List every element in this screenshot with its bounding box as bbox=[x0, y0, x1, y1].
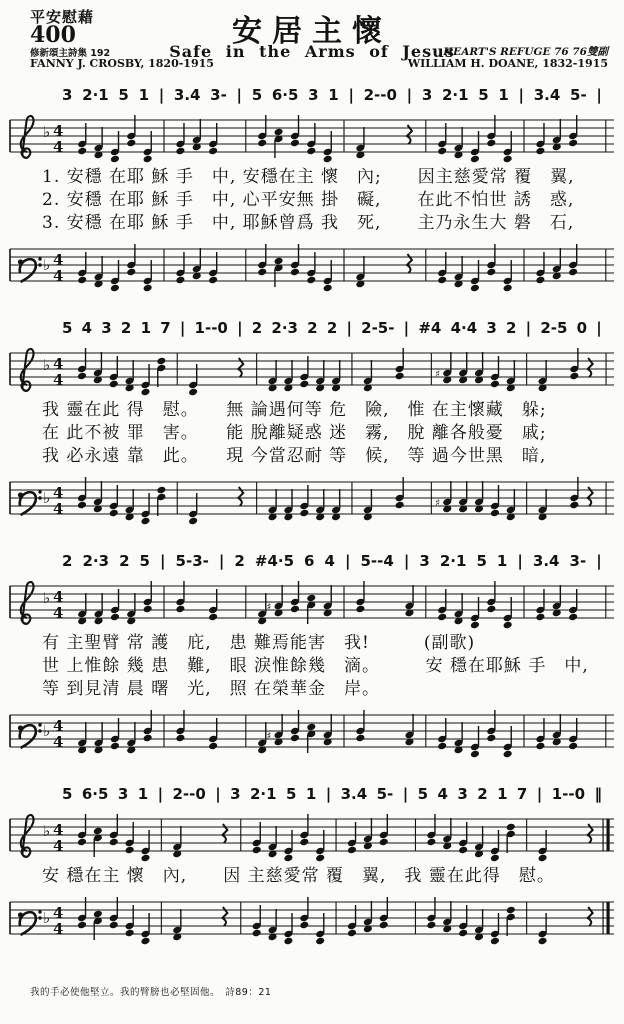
svg-text:4: 4 bbox=[53, 920, 64, 938]
jianpu-token: 5- bbox=[570, 86, 587, 104]
svg-text:♯: ♯ bbox=[435, 498, 441, 509]
jianpu-token: 6 bbox=[304, 552, 315, 570]
jianpu-token: 5 bbox=[251, 86, 263, 104]
svg-text:♯: ♯ bbox=[266, 731, 272, 742]
jianpu-token: 7 bbox=[516, 785, 528, 803]
tune-name-meter: HEART'S REFUGE 76 76雙副 bbox=[443, 46, 608, 58]
jianpu-token: 3.4 bbox=[533, 86, 561, 104]
lyrics-line: 在 此不被 罪 害。 能 脫離疑惑 迷 霧, 脫 離各般憂 戚; bbox=[42, 423, 547, 443]
jianpu-token: 2·1 bbox=[441, 86, 469, 104]
jianpu-barline: | bbox=[160, 552, 166, 570]
jianpu-token: 3 bbox=[308, 86, 319, 104]
jianpu-token: #4 bbox=[418, 319, 442, 337]
jianpu-token: 1--0 bbox=[194, 319, 228, 337]
jianpu-token: 2·1 bbox=[250, 785, 277, 803]
jianpu-token: 1 bbox=[498, 86, 509, 104]
jianpu-token: 5 bbox=[476, 552, 487, 570]
jianpu-token: 5- bbox=[376, 785, 394, 803]
lyrics-line: 3. 安穩 在耶 穌 手 中, 耶穌曾爲 我 死, 主乃永生大 磐 石, bbox=[42, 213, 575, 233]
bass-staff bbox=[8, 701, 616, 761]
source-reference: 修新頌主詩集 192 bbox=[30, 48, 111, 59]
jianpu-token: 4 bbox=[437, 785, 448, 803]
jianpu-token: 3 bbox=[419, 552, 430, 570]
jianpu-barline: | bbox=[215, 785, 221, 803]
lyrics-block bbox=[8, 166, 616, 235]
jianpu-token: 2 bbox=[307, 319, 318, 337]
jianpu-line bbox=[8, 785, 616, 805]
hymn-title: 安居主懷 bbox=[232, 14, 392, 49]
jianpu-token: 3 bbox=[117, 785, 129, 803]
jianpu-barline: | bbox=[596, 319, 602, 337]
lyrics-line: 我 靈在此 得 慰。 無 論遇何等 危 險, 惟 在主懷藏 躲; bbox=[42, 400, 547, 420]
treble-staff bbox=[8, 572, 616, 632]
jianpu-token: 1 bbox=[497, 785, 508, 803]
jianpu-barline: | bbox=[596, 86, 602, 104]
jianpu-token: 3 bbox=[230, 785, 241, 803]
jianpu-token: 3- bbox=[210, 86, 227, 104]
jianpu-barline: | bbox=[157, 785, 164, 803]
system-4 bbox=[8, 785, 616, 948]
jianpu-line bbox=[8, 319, 616, 339]
svg-text:4: 4 bbox=[53, 604, 64, 622]
svg-text:♭: ♭ bbox=[43, 822, 51, 840]
svg-text:♭: ♭ bbox=[43, 256, 51, 274]
jianpu-token: 2·3 bbox=[271, 319, 298, 337]
svg-text:4: 4 bbox=[53, 717, 64, 735]
jianpu-barline: | bbox=[158, 86, 165, 104]
jianpu-barline: | bbox=[406, 86, 413, 104]
treble-staff bbox=[8, 106, 616, 166]
jianpu-barline: | bbox=[403, 319, 410, 337]
jianpu-token: 3.4 bbox=[532, 552, 560, 570]
lyrics-line: 1. 安穩 在耶 穌 手 中, 安穩在主 懷 內; 因主慈愛常 覆 翼, bbox=[42, 167, 575, 187]
svg-text:4: 4 bbox=[53, 588, 64, 606]
jianpu-token: 2--0 bbox=[363, 86, 397, 104]
jianpu-token: 2·3 bbox=[82, 552, 110, 570]
svg-text:♯: ♯ bbox=[266, 602, 272, 613]
jianpu-barline: | bbox=[348, 86, 354, 104]
jianpu-barline: | bbox=[236, 86, 243, 104]
jianpu-barline: | bbox=[346, 319, 352, 337]
jianpu-barline: | bbox=[536, 785, 543, 803]
jianpu-token: 1 bbox=[140, 319, 151, 337]
lyrics-block bbox=[8, 399, 616, 468]
svg-text:4: 4 bbox=[53, 837, 64, 855]
jianpu-token: 1 bbox=[328, 86, 339, 104]
jianpu-token: 5 bbox=[286, 785, 297, 803]
svg-text:4: 4 bbox=[53, 122, 64, 140]
jianpu-token: 1 bbox=[305, 785, 317, 803]
jianpu-barline: | bbox=[344, 552, 351, 570]
jianpu-token: #4·5 bbox=[254, 552, 295, 570]
jianpu-token: 3 bbox=[101, 319, 112, 337]
jianpu-token: 5 bbox=[62, 785, 73, 803]
jianpu-barline: | bbox=[325, 785, 332, 803]
jianpu-line bbox=[8, 86, 616, 106]
jianpu-token: 5 bbox=[417, 785, 429, 803]
category-label: 平安慰藉 bbox=[30, 8, 95, 26]
jianpu-token: 1 bbox=[137, 785, 149, 803]
svg-text:4: 4 bbox=[53, 138, 64, 156]
jianpu-barline: | bbox=[402, 785, 409, 803]
jianpu-token: 2--0 bbox=[172, 785, 206, 803]
jianpu-token: 3.4 bbox=[173, 86, 201, 104]
jianpu-barline: | bbox=[179, 319, 186, 337]
treble-staff bbox=[8, 805, 616, 865]
bass-staff bbox=[8, 235, 616, 295]
jianpu-token: 2 bbox=[477, 785, 488, 803]
jianpu-token: 3 bbox=[62, 86, 73, 104]
composer-credit: WILLIAM H. DOANE, 1832-1915 bbox=[407, 57, 608, 70]
svg-text:4: 4 bbox=[53, 484, 64, 502]
jianpu-token: 3 bbox=[486, 319, 497, 337]
jianpu-token: 4·4 bbox=[450, 319, 478, 337]
jianpu-line bbox=[8, 552, 616, 572]
jianpu-token: 2-5 bbox=[540, 319, 568, 337]
jianpu-token: 3- bbox=[569, 552, 587, 570]
jianpu-token: 0 bbox=[576, 319, 588, 337]
svg-text:♭: ♭ bbox=[43, 356, 51, 374]
jianpu-token: 3 bbox=[421, 86, 433, 104]
jianpu-token: 1 bbox=[496, 552, 508, 570]
bass-staff bbox=[8, 468, 616, 528]
jianpu-token: 5--4 bbox=[360, 552, 394, 570]
jianpu-barline: | bbox=[403, 552, 410, 570]
jianpu-token: 2 bbox=[119, 552, 130, 570]
jianpu-token: 2·1 bbox=[439, 552, 467, 570]
lyrics-line: 等 到見清 晨 曙 光, 照 在榮華金 岸。 bbox=[42, 679, 381, 699]
system-3 bbox=[8, 552, 616, 761]
svg-text:♭: ♭ bbox=[43, 123, 51, 141]
jianpu-token: 2 bbox=[62, 552, 73, 570]
jianpu-token: 5 bbox=[118, 86, 129, 104]
hymn-subtitle-en: Safe in the Arms of Jesus bbox=[169, 42, 455, 61]
svg-text:4: 4 bbox=[53, 267, 64, 285]
jianpu-barline: | bbox=[525, 319, 532, 337]
jianpu-barline: ‖ bbox=[594, 785, 602, 803]
jianpu-barline: | bbox=[518, 86, 525, 104]
music-systems bbox=[0, 86, 624, 948]
jianpu-token: 5 bbox=[139, 552, 150, 570]
jianpu-token: 2 bbox=[506, 319, 517, 337]
treble-staff bbox=[8, 339, 616, 399]
svg-text:♭: ♭ bbox=[43, 589, 51, 607]
jianpu-barline: | bbox=[596, 552, 602, 570]
jianpu-barline: | bbox=[517, 552, 523, 570]
scripture-footer: 我的手必使他堅立。我的臂膀也必堅固他。 詩89：21 bbox=[30, 987, 272, 998]
svg-text:4: 4 bbox=[53, 733, 64, 751]
jianpu-token: 2 bbox=[326, 319, 338, 337]
jianpu-token: 4 bbox=[81, 319, 93, 337]
jianpu-token: 1 bbox=[138, 86, 149, 104]
svg-text:4: 4 bbox=[53, 821, 64, 839]
lyrics-line: 我 必永遠 靠 此。 現 今當忍耐 等 候, 等 過今世黑 暗, bbox=[42, 446, 547, 466]
jianpu-token: 2·1 bbox=[82, 86, 109, 104]
jianpu-token: 3.4 bbox=[340, 785, 368, 803]
jianpu-token: 5-3- bbox=[175, 552, 209, 570]
hymn-number: 400 bbox=[30, 22, 76, 48]
svg-text:4: 4 bbox=[53, 355, 64, 373]
svg-text:♭: ♭ bbox=[43, 909, 51, 927]
page-header bbox=[0, 0, 624, 86]
lyrics-line: 有 主聖臂 常 護 庇, 患 難焉能害 我! (副歌) bbox=[42, 633, 476, 653]
jianpu-token: 6·5 bbox=[81, 785, 109, 803]
lyrics-block bbox=[8, 865, 616, 888]
jianpu-barline: | bbox=[218, 552, 225, 570]
lyrics-line: 2. 安穩 在耶 穌 手 中, 心平安無 掛 礙, 在此不怕世 誘 惑, bbox=[42, 190, 575, 210]
jianpu-token: 2 bbox=[120, 319, 132, 337]
svg-text:4: 4 bbox=[53, 251, 64, 269]
lyrics-line: 安 穩在主 懷 內, 因 主慈愛常 覆 翼, 我 靈在此得 慰。 bbox=[42, 866, 555, 886]
svg-text:4: 4 bbox=[53, 500, 64, 518]
lyrics-block bbox=[8, 632, 616, 701]
jianpu-token: 2 bbox=[234, 552, 245, 570]
jianpu-barline: | bbox=[237, 319, 243, 337]
system-2 bbox=[8, 319, 616, 528]
bass-staff bbox=[8, 888, 616, 948]
svg-text:♭: ♭ bbox=[43, 722, 51, 740]
jianpu-token: 3 bbox=[457, 785, 468, 803]
lyricist-credit: FANNY J. CROSBY, 1820-1915 bbox=[30, 57, 214, 70]
jianpu-token: 6·5 bbox=[271, 86, 299, 104]
jianpu-token: 5 bbox=[478, 86, 489, 104]
svg-text:♯: ♯ bbox=[435, 369, 441, 380]
jianpu-token: 2 bbox=[251, 319, 263, 337]
jianpu-token: 7 bbox=[160, 319, 171, 337]
svg-text:4: 4 bbox=[53, 904, 64, 922]
jianpu-token: 4 bbox=[324, 552, 335, 570]
system-1 bbox=[8, 86, 616, 295]
svg-text:4: 4 bbox=[53, 371, 64, 389]
jianpu-token: 5 bbox=[62, 319, 73, 337]
lyrics-line: 世 上惟餘 幾 患 難, 眼 淚惟餘幾 滴。 安 穩在耶穌 手 中, bbox=[42, 656, 589, 676]
jianpu-token: 1--0 bbox=[551, 785, 586, 803]
svg-text:♭: ♭ bbox=[43, 489, 51, 507]
jianpu-token: 2-5- bbox=[361, 319, 395, 337]
